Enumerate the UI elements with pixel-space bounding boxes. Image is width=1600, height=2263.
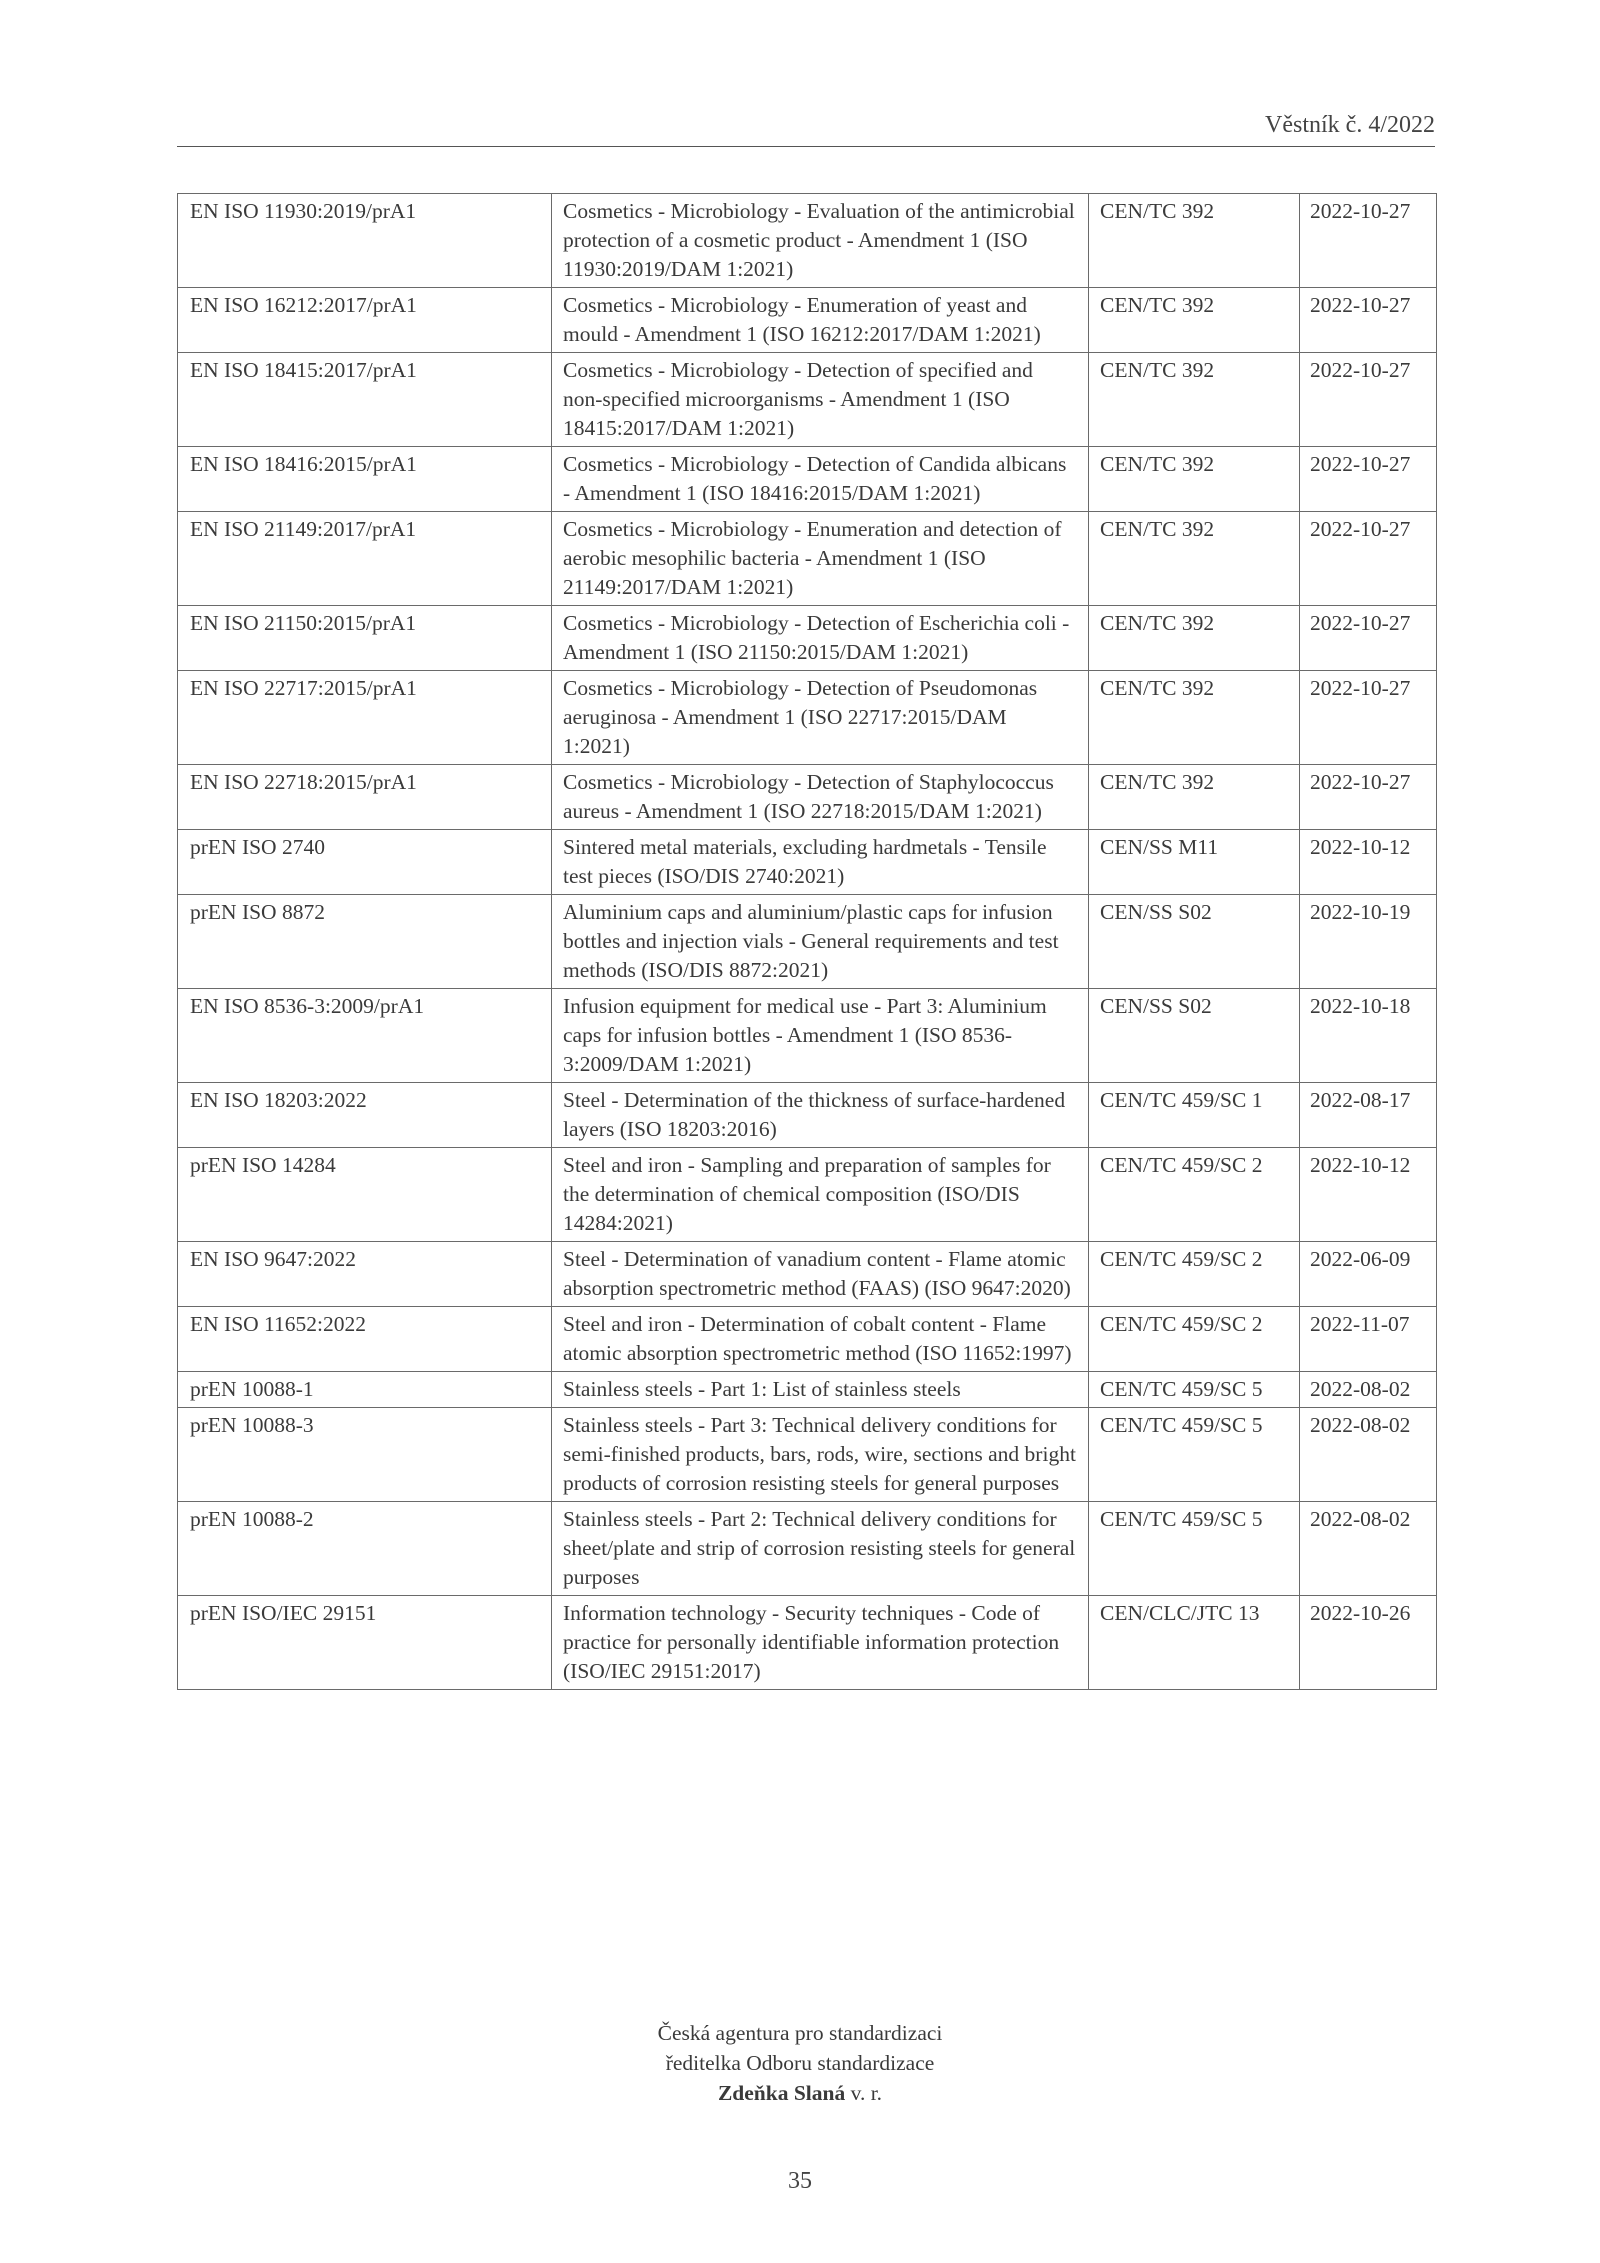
standard-title: Cosmetics - Microbiology - Evaluation of the antimicrobial protection of a cosmetic product - Amendment 1 (ISO 11930:2019/DAM 1:2021) — [552, 194, 1089, 288]
standards-table — [177, 193, 1437, 1690]
standard-title: Steel - Determination of vanadium content - Flame atomic absorption spectrometric method (FAAS) (ISO 9647:2020) — [552, 1242, 1089, 1307]
standard-title: Stainless steels - Part 1: List of stainless steels — [552, 1372, 1089, 1408]
agency-name: Česká agentura pro standardizaci — [657, 2021, 943, 2045]
committee: CEN/TC 392 — [1089, 671, 1300, 765]
committee: CEN/TC 459/SC 5 — [1089, 1408, 1300, 1502]
table-row — [178, 1372, 1437, 1408]
deadline-date: 2022-10-12 — [1300, 830, 1437, 895]
committee: CEN/TC 392 — [1089, 606, 1300, 671]
committee: CEN/TC 392 — [1089, 194, 1300, 288]
table-row — [178, 1408, 1437, 1502]
committee: CEN/TC 392 — [1089, 288, 1300, 353]
standard-code: EN ISO 11930:2019/prA1 — [178, 194, 552, 288]
committee: CEN/TC 459/SC 2 — [1089, 1307, 1300, 1372]
standard-title: Stainless steels - Part 3: Technical delivery conditions for semi-finished products, bars, rods, wire, sections and bright products of corrosion resisting steels for general purposes — [552, 1408, 1089, 1502]
committee: CEN/TC 459/SC 2 — [1089, 1148, 1300, 1242]
standard-code: EN ISO 18415:2017/prA1 — [178, 353, 552, 447]
standard-code: prEN ISO 14284 — [178, 1148, 552, 1242]
deadline-date: 2022-10-27 — [1300, 606, 1437, 671]
committee: CEN/TC 392 — [1089, 512, 1300, 606]
table-row — [178, 765, 1437, 830]
deadline-date: 2022-10-27 — [1300, 288, 1437, 353]
standard-code: EN ISO 22718:2015/prA1 — [178, 765, 552, 830]
deadline-date: 2022-10-18 — [1300, 989, 1437, 1083]
deadline-date: 2022-10-19 — [1300, 895, 1437, 989]
committee: CEN/SS M11 — [1089, 830, 1300, 895]
standard-code: EN ISO 21150:2015/prA1 — [178, 606, 552, 671]
committee: CEN/SS S02 — [1089, 989, 1300, 1083]
standard-title: Cosmetics - Microbiology - Enumeration and detection of aerobic mesophilic bacteria - Amendment 1 (ISO 21149:2017/DAM 1:2021) — [552, 512, 1089, 606]
standard-title: Infusion equipment for medical use - Part 3: Aluminium caps for infusion bottles - Amendment 1 (ISO 8536-3:2009/DAM 1:2021) — [552, 989, 1089, 1083]
deadline-date: 2022-08-02 — [1300, 1408, 1437, 1502]
standard-code: EN ISO 22717:2015/prA1 — [178, 671, 552, 765]
signatory-role: ředitelka Odboru standardizace — [665, 2051, 935, 2075]
deadline-date: 2022-08-02 — [1300, 1372, 1437, 1408]
standard-title: Steel and iron - Sampling and preparation of samples for the determination of chemical composition (ISO/DIS 14284:2021) — [552, 1148, 1089, 1242]
deadline-date: 2022-10-12 — [1300, 1148, 1437, 1242]
table-row — [178, 1148, 1437, 1242]
committee: CEN/TC 459/SC 5 — [1089, 1502, 1300, 1596]
deadline-date: 2022-11-07 — [1300, 1307, 1437, 1372]
signatory-suffix: v. r. — [845, 2081, 883, 2105]
standard-title: Steel - Determination of the thickness of surface-hardened layers (ISO 18203:2016) — [552, 1083, 1089, 1148]
table-row — [178, 1307, 1437, 1372]
standard-code: prEN 10088-2 — [178, 1502, 552, 1596]
deadline-date: 2022-10-27 — [1300, 765, 1437, 830]
committee: CEN/TC 459/SC 5 — [1089, 1372, 1300, 1408]
standard-title: Cosmetics - Microbiology - Detection of Candida albicans - Amendment 1 (ISO 18416:2015/DAM 1:2021) — [552, 447, 1089, 512]
table-row — [178, 353, 1437, 447]
table-row — [178, 1502, 1437, 1596]
standard-code: EN ISO 18203:2022 — [178, 1083, 552, 1148]
deadline-date: 2022-10-27 — [1300, 512, 1437, 606]
table-row — [178, 606, 1437, 671]
page-number: 35 — [788, 2168, 812, 2194]
table-row — [178, 830, 1437, 895]
signatory-line — [0, 2078, 1600, 2108]
table-row — [178, 671, 1437, 765]
standard-title: Stainless steels - Part 2: Technical delivery conditions for sheet/plate and strip of corrosion resisting steels for general purposes — [552, 1502, 1089, 1596]
signatory-name: Zdeňka Slaná — [717, 2081, 846, 2105]
table-row — [178, 1596, 1437, 1690]
signature-block — [0, 2018, 1600, 2108]
standard-title: Cosmetics - Microbiology - Detection of specified and non-specified microorganisms - Amendment 1 (ISO 18415:2017/DAM 1:2021) — [552, 353, 1089, 447]
standard-code: EN ISO 8536-3:2009/prA1 — [178, 989, 552, 1083]
deadline-date: 2022-10-27 — [1300, 353, 1437, 447]
table-row — [178, 1242, 1437, 1307]
standard-title: Sintered metal materials, excluding hardmetals - Tensile test pieces (ISO/DIS 2740:2021) — [552, 830, 1089, 895]
deadline-date: 2022-10-26 — [1300, 1596, 1437, 1690]
standard-title: Cosmetics - Microbiology - Detection of Staphylococcus aureus - Amendment 1 (ISO 22718:2015/DAM 1:2021) — [552, 765, 1089, 830]
deadline-date: 2022-10-27 — [1300, 194, 1437, 288]
committee: CEN/TC 392 — [1089, 447, 1300, 512]
deadline-date: 2022-08-17 — [1300, 1083, 1437, 1148]
deadline-date: 2022-08-02 — [1300, 1502, 1437, 1596]
standard-code: prEN ISO 2740 — [178, 830, 552, 895]
standard-title: Aluminium caps and aluminium/plastic caps for infusion bottles and injection vials - General requirements and test methods (ISO/DIS 8872:2021) — [552, 895, 1089, 989]
standard-code: EN ISO 9647:2022 — [178, 1242, 552, 1307]
table-row — [178, 447, 1437, 512]
standard-title: Cosmetics - Microbiology - Detection of Escherichia coli - Amendment 1 (ISO 21150:2015/DAM 1:2021) — [552, 606, 1089, 671]
standard-title: Cosmetics - Microbiology - Detection of Pseudomonas aeruginosa - Amendment 1 (ISO 22717:2015/DAM 1:2021) — [552, 671, 1089, 765]
deadline-date: 2022-10-27 — [1300, 447, 1437, 512]
page-header — [177, 112, 1435, 147]
standard-title: Cosmetics - Microbiology - Enumeration of yeast and mould - Amendment 1 (ISO 16212:2017/DAM 1:2021) — [552, 288, 1089, 353]
table-row — [178, 1083, 1437, 1148]
table-row — [178, 512, 1437, 606]
deadline-date: 2022-10-27 — [1300, 671, 1437, 765]
standard-code: prEN 10088-3 — [178, 1408, 552, 1502]
deadline-date: 2022-06-09 — [1300, 1242, 1437, 1307]
committee: CEN/TC 392 — [1089, 353, 1300, 447]
committee: CEN/TC 392 — [1089, 765, 1300, 830]
table-row — [178, 989, 1437, 1083]
committee: CEN/TC 459/SC 1 — [1089, 1083, 1300, 1148]
standard-title: Information technology - Security techniques - Code of practice for personally identifiable information protection (ISO/IEC 29151:2017) — [552, 1596, 1089, 1690]
standard-code: EN ISO 16212:2017/prA1 — [178, 288, 552, 353]
standard-code: prEN ISO/IEC 29151 — [178, 1596, 552, 1690]
committee: CEN/CLC/JTC 13 — [1089, 1596, 1300, 1690]
table-row — [178, 288, 1437, 353]
table-row — [178, 895, 1437, 989]
standard-code: prEN 10088-1 — [178, 1372, 552, 1408]
standard-code: prEN ISO 8872 — [178, 895, 552, 989]
standard-code: EN ISO 11652:2022 — [178, 1307, 552, 1372]
committee: CEN/SS S02 — [1089, 895, 1300, 989]
table-row — [178, 194, 1437, 288]
standard-code: EN ISO 18416:2015/prA1 — [178, 447, 552, 512]
committee: CEN/TC 459/SC 2 — [1089, 1242, 1300, 1307]
bulletin-title: Věstník č. 4/2022 — [1265, 112, 1435, 138]
standard-title: Steel and iron - Determination of cobalt content - Flame atomic absorption spectrometric method (ISO 11652:1997) — [552, 1307, 1089, 1372]
standard-code: EN ISO 21149:2017/prA1 — [178, 512, 552, 606]
